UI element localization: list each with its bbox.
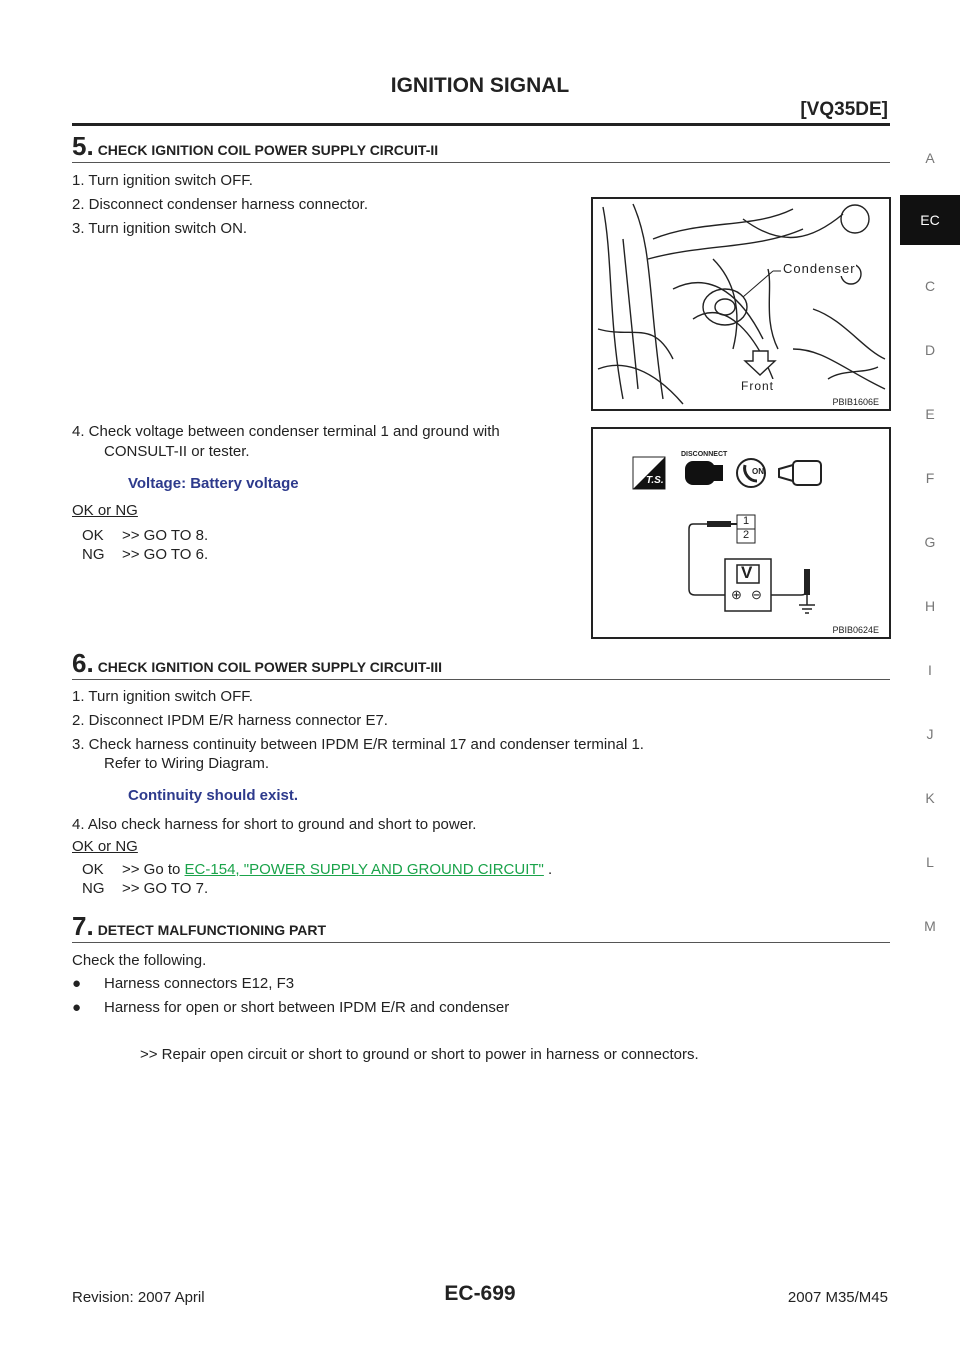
side-tab-ec[interactable]: EC xyxy=(900,195,960,245)
page-number: EC-699 xyxy=(444,1282,516,1305)
side-tab-j[interactable]: J xyxy=(926,726,934,742)
side-tab-l[interactable]: L xyxy=(926,854,934,870)
step-6-item-3: 3. Check harness continuity between IPDM E/R terminal 17 and condenser terminal 1. xyxy=(72,736,644,753)
step-6-item-3-cont: Refer to Wiring Diagram. xyxy=(104,755,270,772)
terminal-1-label: 1 xyxy=(743,515,750,527)
step-6-rule xyxy=(72,679,890,680)
side-tab-c[interactable]: C xyxy=(924,278,936,294)
step-title: CHECK IGNITION COIL POWER SUPPLY CIRCUIT-III xyxy=(97,659,443,675)
side-tab-d[interactable]: D xyxy=(924,342,936,358)
step-6-item-2: 2. Disconnect IPDM E/R harness connector E7. xyxy=(72,712,388,729)
result-ng: NG >> GO TO 6. xyxy=(82,546,209,563)
terminal-2-label: 2 xyxy=(743,529,750,541)
power-supply-ground-circuit-link[interactable]: EC-154, "POWER SUPPLY AND GROUND CIRCUIT" xyxy=(184,861,544,878)
side-tab-f[interactable]: F xyxy=(925,470,935,486)
side-tab-m[interactable]: M xyxy=(924,918,936,934)
minus-terminal-icon: ⊖ xyxy=(751,587,762,602)
result-ok: OK >> Go to EC-154, "POWER SUPPLY AND GROUND CIRCUIT" . xyxy=(82,861,553,878)
result-ng: NG >> GO TO 7. xyxy=(82,880,209,897)
plus-terminal-icon: ⊕ xyxy=(731,587,742,602)
voltage-check-figure xyxy=(591,427,891,639)
front-label: Front xyxy=(741,379,775,393)
ignition-on-label: ON xyxy=(752,467,764,476)
bullet-item: ● Harness connectors E12, F3 xyxy=(72,975,295,992)
step-5-heading xyxy=(72,131,438,162)
step-number: 7. xyxy=(72,911,94,941)
ts-icon-label: T.S. xyxy=(646,475,664,486)
step-7-heading xyxy=(72,911,326,942)
step-5-item-2: 2. Disconnect condenser harness connector. xyxy=(72,196,369,213)
step-5-item-1: 1. Turn ignition switch OFF. xyxy=(72,172,253,189)
bullet-icon: ● xyxy=(72,975,82,992)
bullet-item: ● Harness for open or short between IPDM E/R and condenser xyxy=(72,999,510,1016)
condenser-location-figure xyxy=(591,197,891,411)
step-5-item-4: 4. Check voltage between condenser terminal 1 and ground with xyxy=(72,423,500,440)
step-5-item-3: 3. Turn ignition switch ON. xyxy=(72,220,248,237)
voltage-check-diagram xyxy=(593,429,889,637)
model-name: 2007 M35/M45 xyxy=(787,1289,888,1306)
figure-2-caption: PBIB0624E xyxy=(832,625,879,635)
condenser-illustration xyxy=(593,199,889,409)
side-tab-a[interactable]: A xyxy=(925,150,935,166)
side-tab-i[interactable]: I xyxy=(928,662,932,678)
step-number: 5. xyxy=(72,131,94,161)
step-title: CHECK IGNITION COIL POWER SUPPLY CIRCUIT-II xyxy=(97,142,439,158)
side-tab-h[interactable]: H xyxy=(924,598,936,614)
result-ok: OK >> GO TO 8. xyxy=(82,527,209,544)
step-6-item-4: 4. Also check harness for short to ground and short to power. xyxy=(72,816,477,833)
ok-or-ng-label: OK or NG xyxy=(72,838,138,855)
spec-continuity: Continuity should exist. xyxy=(128,787,299,804)
condenser-label: Condenser xyxy=(783,261,856,276)
step-6-item-1: 1. Turn ignition switch OFF. xyxy=(72,688,253,705)
step-title: DETECT MALFUNCTIONING PART xyxy=(97,922,327,938)
figure-1-caption: PBIB1606E xyxy=(832,397,879,407)
step-7-result: >> Repair open circuit or short to ground or short to power in harness or connectors. xyxy=(140,1046,699,1063)
disconnect-label: DISCONNECT xyxy=(681,451,728,458)
step-6-heading xyxy=(72,648,442,679)
page-title: IGNITION SIGNAL xyxy=(390,74,570,97)
step-7-rule xyxy=(72,942,890,943)
engine-code: [VQ35DE] xyxy=(800,99,888,120)
header-rule xyxy=(72,123,890,126)
side-tab-e[interactable]: E xyxy=(925,406,935,422)
step-number: 6. xyxy=(72,648,94,678)
step-5-item-4-cont: CONSULT-II or tester. xyxy=(104,443,250,460)
voltmeter-label: V xyxy=(741,563,753,582)
ok-or-ng-label: OK or NG xyxy=(72,502,138,519)
side-tab-k[interactable]: K xyxy=(925,790,935,806)
step-7-intro: Check the following. xyxy=(72,952,207,969)
revision-date: Revision: 2007 April xyxy=(72,1289,205,1306)
bullet-icon: ● xyxy=(72,999,82,1016)
step-5-rule xyxy=(72,162,890,163)
side-tab-g[interactable]: G xyxy=(924,534,936,550)
spec-voltage: Voltage: Battery voltage xyxy=(128,475,299,492)
